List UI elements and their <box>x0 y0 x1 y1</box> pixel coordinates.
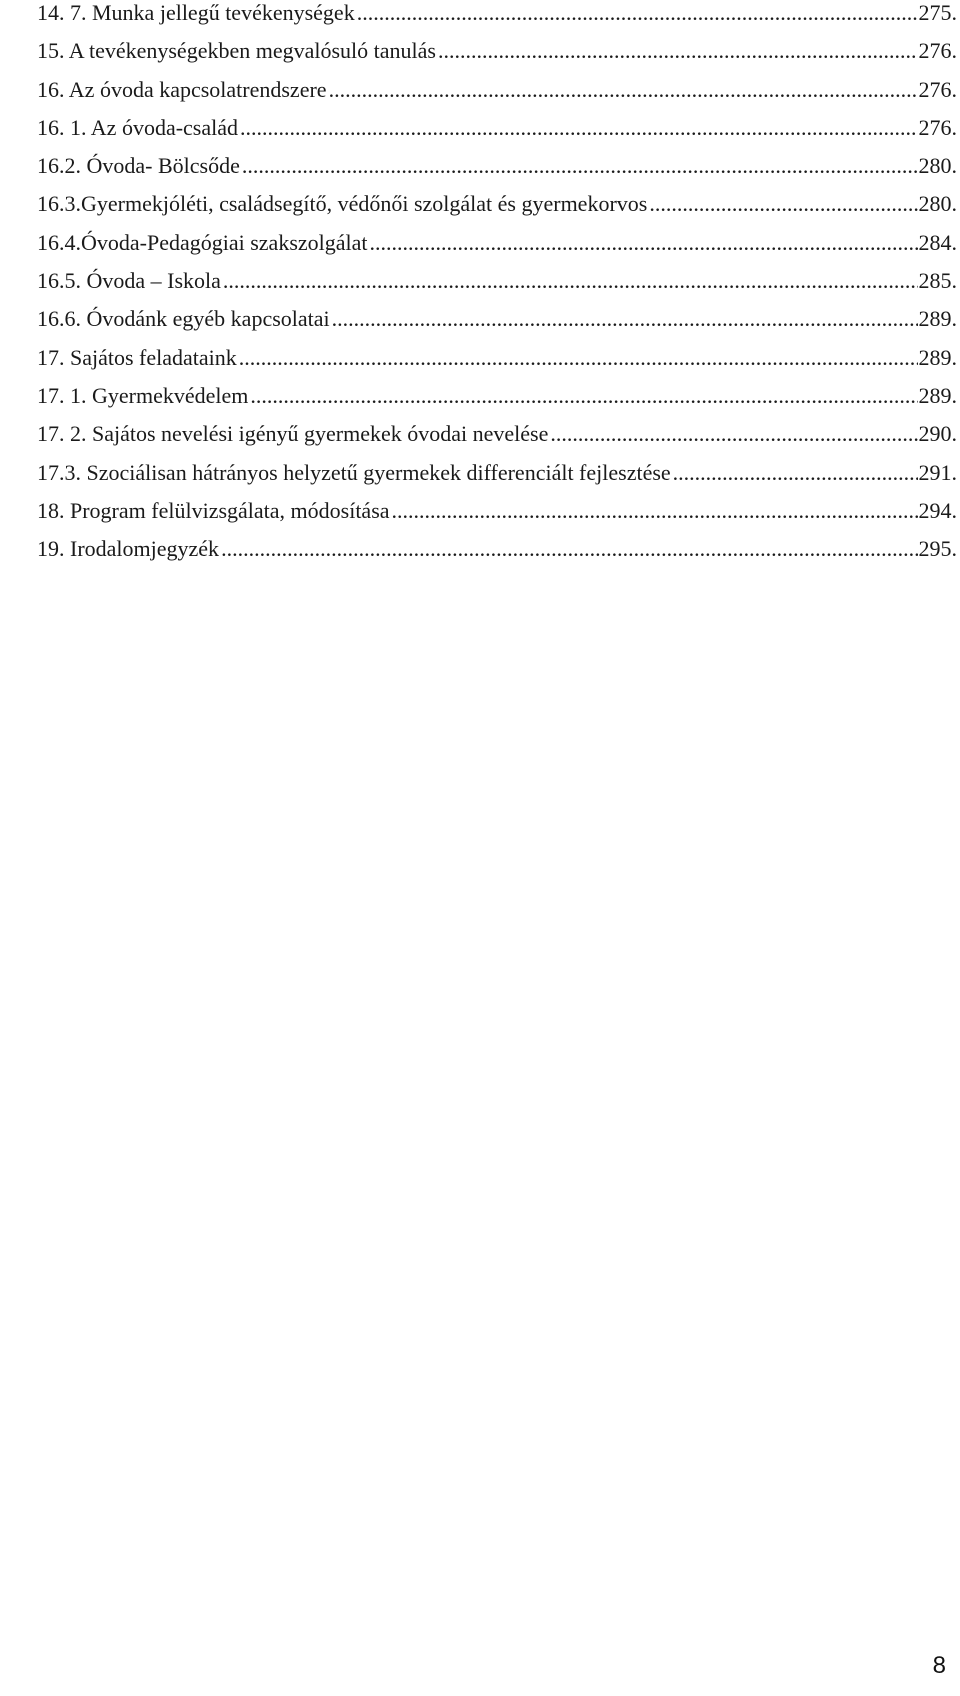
table-of-contents <box>37 0 957 572</box>
toc-entry[interactable] <box>37 75 957 113</box>
toc-entry[interactable] <box>37 0 957 36</box>
toc-entry[interactable] <box>37 304 957 342</box>
toc-entry[interactable] <box>37 458 957 496</box>
toc-entry-title: 16. 1. Az óvoda-család <box>37 114 238 140</box>
toc-entry-title: 16.3.Gyermekjóléti, családsegítő, védőnői szolgálat és gyermekorvos <box>37 191 648 217</box>
toc-dot-leader <box>242 152 918 180</box>
toc-entry-page: 289. <box>918 382 957 408</box>
page-number: 8 <box>932 1652 946 1679</box>
toc-entry-title: 19. Irodalomjegyzék <box>37 536 220 562</box>
toc-dot-leader <box>240 114 918 142</box>
toc-entry-title: 16. Az óvoda kapcsolatrendszere <box>37 76 327 102</box>
toc-entry[interactable] <box>37 266 957 304</box>
toc-entry-page: 285. <box>918 268 957 294</box>
toc-entry-title: 16.2. Óvoda- Bölcsőde <box>37 153 240 179</box>
toc-entry[interactable] <box>37 381 957 419</box>
toc-entry-page: 289. <box>918 306 957 332</box>
toc-entry-page: 294. <box>918 497 957 523</box>
toc-dot-leader <box>392 497 918 525</box>
toc-entry[interactable] <box>37 36 957 74</box>
toc-entry-page: 295. <box>918 536 957 562</box>
toc-dot-leader <box>357 0 918 27</box>
toc-dot-leader <box>221 535 917 563</box>
toc-dot-leader <box>550 420 917 448</box>
toc-entry-title: 14. 7. Munka jellegű tevékenységek <box>37 0 355 25</box>
toc-entry-title: 16.6. Óvodánk egyéb kapcsolatai <box>37 306 330 332</box>
toc-entry-title: 17. Sajátos feladataink <box>37 344 237 370</box>
toc-entry-page: 276. <box>918 38 957 64</box>
toc-entry-page: 284. <box>918 229 957 255</box>
toc-entry[interactable] <box>37 228 957 266</box>
toc-entry-title: 16.5. Óvoda – Iskola <box>37 268 221 294</box>
toc-dot-leader <box>223 267 918 295</box>
toc-entry-page: 280. <box>918 191 957 217</box>
toc-entry-page: 290. <box>918 421 957 447</box>
toc-entry-title: 17. 1. Gyermekvédelem <box>37 382 249 408</box>
toc-dot-leader <box>438 37 918 65</box>
toc-entry-title: 18. Program felülvizsgálata, módosítása <box>37 497 390 523</box>
toc-entry[interactable] <box>37 189 957 227</box>
toc-dot-leader <box>250 382 917 410</box>
toc-entry-title: 17. 2. Sajátos nevelési igényű gyermekek óvodai nevelése <box>37 421 549 447</box>
toc-entry-page: 276. <box>918 114 957 140</box>
toc-entry-page: 289. <box>918 344 957 370</box>
toc-entry-page: 275. <box>918 0 957 25</box>
toc-entry-page: 280. <box>918 153 957 179</box>
toc-entry[interactable] <box>37 343 957 381</box>
toc-entry[interactable] <box>37 113 957 151</box>
toc-dot-leader <box>370 229 918 257</box>
toc-dot-leader <box>329 76 918 104</box>
toc-entry-title: 17.3. Szociálisan hátrányos helyzetű gyermekek differenciált fejlesztése <box>37 459 671 485</box>
toc-dot-leader <box>673 459 918 487</box>
toc-entry[interactable] <box>37 151 957 189</box>
toc-dot-leader <box>239 344 918 372</box>
toc-dot-leader <box>649 190 917 218</box>
toc-entry-title: 15. A tevékenységekben megvalósuló tanulás <box>37 38 436 64</box>
toc-entry-page: 291. <box>918 459 957 485</box>
toc-entry[interactable] <box>37 496 957 534</box>
toc-entry-page: 276. <box>918 76 957 102</box>
toc-dot-leader <box>332 305 918 333</box>
toc-entry-title: 16.4.Óvoda-Pedagógiai szakszolgálat <box>37 229 368 255</box>
toc-entry[interactable] <box>37 419 957 457</box>
toc-entry[interactable] <box>37 534 957 572</box>
